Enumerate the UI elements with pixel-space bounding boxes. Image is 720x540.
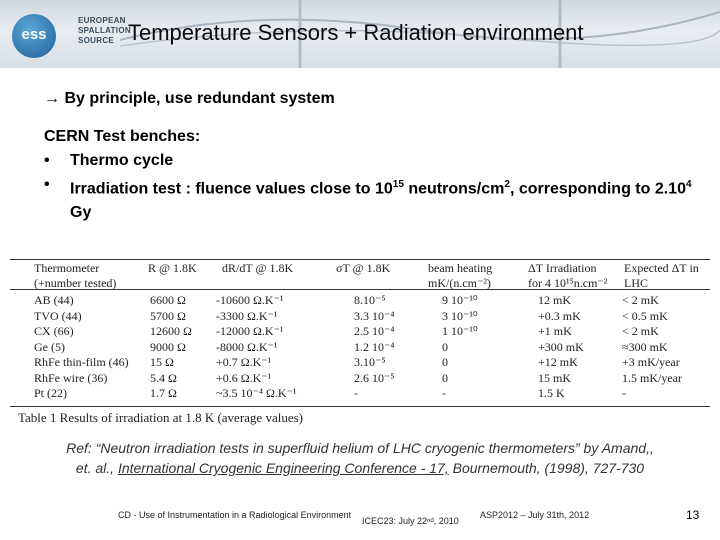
- table-cell: 1.5 K: [538, 386, 565, 400]
- principle-line: [44, 90, 335, 108]
- header-text: for 4 10¹⁵n.cm⁻²: [528, 276, 608, 290]
- header-text: mK/(n.cm⁻²): [428, 276, 491, 290]
- table-cell: 3.10⁻⁵: [354, 355, 386, 369]
- bullet-text: [70, 173, 709, 225]
- bullet-part: , corresponding to 2.10: [509, 180, 686, 198]
- reference-part: et. al.,: [75, 460, 118, 476]
- conference-link: International Cryogenic Engineering Conference - 17,: [117, 460, 449, 476]
- header-cell: [148, 261, 197, 276]
- ess-logo: [8, 10, 131, 60]
- table-cell: 12 mK: [538, 293, 571, 307]
- cern-section: [44, 125, 709, 225]
- exponent: 2: [504, 179, 510, 190]
- reference-line: [20, 458, 700, 478]
- table-cell: 1 10⁻¹⁰: [442, 324, 478, 338]
- table-cell: -: [622, 386, 626, 400]
- table-cell: -8000 Ω.K⁻¹: [216, 339, 278, 354]
- table-cell: 3.3 10⁻⁴: [354, 308, 395, 323]
- header-cell: [336, 261, 390, 276]
- bullet-item: [44, 149, 709, 173]
- bullet-part: Irradiation test : fluence values close to 10: [70, 180, 393, 198]
- header-cell: [222, 261, 293, 276]
- table-cell: -10600 Ω.K⁻¹: [216, 293, 284, 307]
- slide-title: Temperature Sensors + Radiation environment: [128, 20, 584, 45]
- table-cell: +300 mK: [538, 339, 584, 354]
- table-cell: TVO (44): [34, 308, 82, 323]
- table-cell: < 2 mK: [622, 293, 659, 307]
- bullet-item: [44, 173, 709, 225]
- footer-left: CD - Use of Instrumentation in a Radiological Environment: [118, 510, 352, 520]
- table-cell: AB (44): [34, 293, 74, 307]
- table-cell: 0: [442, 355, 448, 369]
- table-bottom-rule: [10, 406, 710, 407]
- table-cell: 5700 Ω: [150, 308, 186, 323]
- table-cell: 9000 Ω: [150, 339, 186, 354]
- table-cell: +3 mK/year: [622, 355, 680, 369]
- table-cell: +12 mK: [538, 355, 578, 369]
- header-text: beam heating: [428, 261, 493, 275]
- table-cell: 0: [442, 339, 448, 354]
- bullet-icon: •: [44, 176, 50, 193]
- ess-logo-circle-icon: [12, 14, 56, 58]
- table-cell: -: [442, 386, 446, 400]
- table-cell: -: [354, 386, 358, 400]
- table-cell: 15 Ω: [150, 355, 174, 369]
- table-top-rule: [10, 259, 710, 260]
- footer-overlap: ICEC23: July 22ⁿᵈ, 2010: [362, 516, 459, 526]
- table-cell: < 0.5 mK: [622, 308, 668, 323]
- table-cell: Pt (22): [34, 386, 67, 400]
- table-cell: 8.10⁻⁵: [354, 293, 386, 307]
- header-text: Expected ΔT in: [624, 261, 699, 275]
- table-cell: 5.4 Ω: [150, 370, 177, 385]
- header-cell: [428, 261, 492, 291]
- header-cell: [624, 261, 699, 291]
- header-text: dR/dT @ 1.8K: [222, 261, 294, 275]
- logo-line: SOURCE: [78, 36, 115, 45]
- logo-text: [78, 16, 131, 46]
- table-cell: Ge (5): [34, 339, 65, 354]
- header-text: R @ 1.8K: [148, 261, 197, 275]
- table-cell: 6600 Ω: [150, 293, 186, 307]
- table-cell: 0: [442, 370, 448, 385]
- header-cell: [34, 261, 116, 291]
- table-cell: +0.7 Ω.K⁻¹: [216, 355, 272, 369]
- table-cell: 15 mK: [538, 370, 571, 385]
- header-cell: [528, 261, 607, 291]
- reference-text: [20, 438, 700, 478]
- table-cell: -12000 Ω.K⁻¹: [216, 324, 284, 338]
- logo-mark: ess: [21, 26, 47, 43]
- table-cell: ~3.5 10⁻⁴ Ω.K⁻¹: [216, 386, 297, 400]
- table-cell: < 2 mK: [622, 324, 659, 338]
- cern-heading: CERN Test benches:: [44, 128, 201, 145]
- table-cell: 2.5 10⁻⁴: [354, 324, 395, 338]
- table-cell: RhFe wire (36): [34, 370, 108, 385]
- bullet-part: neutrons/cm: [403, 180, 505, 198]
- bullet-icon: •: [44, 152, 50, 169]
- header-text: Thermometer: [34, 261, 100, 275]
- table-cell: 1.7 Ω: [150, 386, 177, 400]
- table-cell: +0.3 mK: [538, 308, 581, 323]
- table-cell: -3300 Ω.K⁻¹: [216, 308, 278, 323]
- table-cell: RhFe thin-film (46): [34, 355, 129, 369]
- bullet-part: Gy: [70, 204, 92, 222]
- header-text: ΔT Irradiation: [528, 261, 597, 275]
- bullet-text: Thermo cycle: [70, 152, 174, 169]
- reference-line: Ref: “Neutron irradiation tests in superfluid helium of LHC cryogenic thermometers” by Amand,,: [66, 440, 654, 456]
- slide-header: [0, 0, 720, 68]
- table-cell: 1.2 10⁻⁴: [354, 339, 395, 354]
- reference-part: Bournemouth, (1998), 727-730: [448, 460, 645, 476]
- exponent: 4: [685, 179, 692, 190]
- table-cell: 3 10⁻¹⁰: [442, 308, 478, 323]
- table-cell: 12600 Ω: [150, 324, 192, 338]
- table-cell: 9 10⁻¹⁰: [442, 293, 478, 307]
- table-cell: ≈300 mK: [622, 339, 668, 354]
- page-number: 13: [686, 508, 700, 522]
- table-cell: +1 mK: [538, 324, 572, 338]
- table-cell: CX (66): [34, 324, 74, 338]
- footer-right: ASP2012 – July 31th, 2012: [480, 510, 590, 520]
- table-cell: 1.5 mK/year: [622, 370, 682, 385]
- table-cell: 2.6 10⁻⁵: [354, 370, 395, 385]
- header-text: (+number tested): [34, 276, 117, 290]
- logo-line: EUROPEAN: [78, 16, 126, 25]
- table-cell: +0.6 Ω.K⁻¹: [216, 370, 272, 385]
- header-text: LHC: [624, 276, 648, 290]
- header-text: σT @ 1.8K: [336, 261, 391, 275]
- principle-text: By principle, use redundant system: [64, 90, 335, 107]
- logo-line: SPALLATION: [78, 26, 131, 35]
- arrow-right-icon: →: [44, 90, 65, 107]
- exponent: 15: [392, 179, 404, 190]
- results-table-image: [10, 255, 710, 425]
- table-caption: Table 1 Results of irradiation at 1.8 K (average values): [18, 410, 303, 425]
